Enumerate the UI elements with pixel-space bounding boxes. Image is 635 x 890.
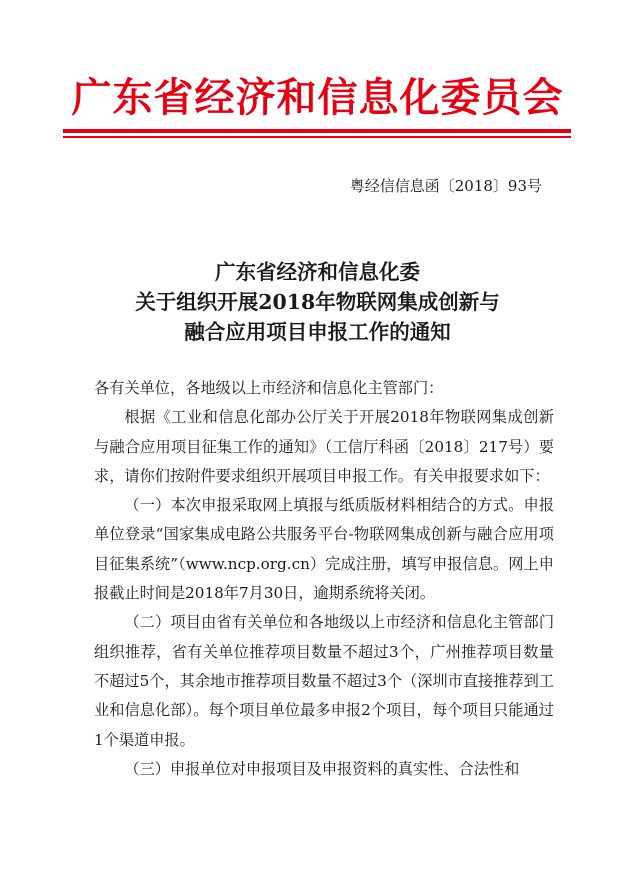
title-line-1: 广东省经济和信息化委 (215, 260, 420, 284)
document-body (94, 374, 554, 784)
body-paragraph: 根据《工业和信息化部办公厅关于开展2018年物联网集成创新与融合应用项目征集工作的通知》（工信厅科函〔2018〕217号）要求，请你们按附件要求组织开展项目申报工作。有关申报要求如下： (94, 408, 554, 485)
title-line-2: 关于组织开展2018年物联网集成创新与 (135, 290, 500, 314)
issuing-organization-masthead: 广东省经济和信息化委员会 (71, 74, 564, 121)
red-separator-thick (63, 129, 571, 133)
body-paragraph: （一）本次申报采取网上填报与纸质版材料相结合的方式。申报单位登录“国家集成电路公共服务平台-物联网集成创新与融合应用项目征集系统”（www.ncp.org.cn）完成注册，填写申报信息。网上申报截止时间是2018年7月30日，逾期系统将关闭。 (94, 496, 554, 603)
document-number: 粤经信信息函〔2018〕93号 (349, 177, 542, 195)
salutation: 各有关单位，各地级以上市经济和信息化主管部门： (94, 379, 444, 397)
body-paragraph: （三）申报单位对申报项目及申报资料的真实性、合法性和 (124, 759, 520, 778)
title-line-3: 融合应用项目申报工作的通知 (184, 320, 451, 344)
red-separator-thin (63, 136, 571, 138)
document-title (60, 257, 575, 347)
body-paragraph: （二）项目由省有关单位和各地级以上市经济和信息化主管部门组织推荐，省有关单位推荐项目数量不超过3个，广州推荐项目数量不超过5个，其余地市推荐项目数量不超过3个（深圳市直接推荐到工业和信息化部）。每个项目单位最多申报2个项目，每个项目只能通过1个渠道申报。 (94, 613, 554, 749)
